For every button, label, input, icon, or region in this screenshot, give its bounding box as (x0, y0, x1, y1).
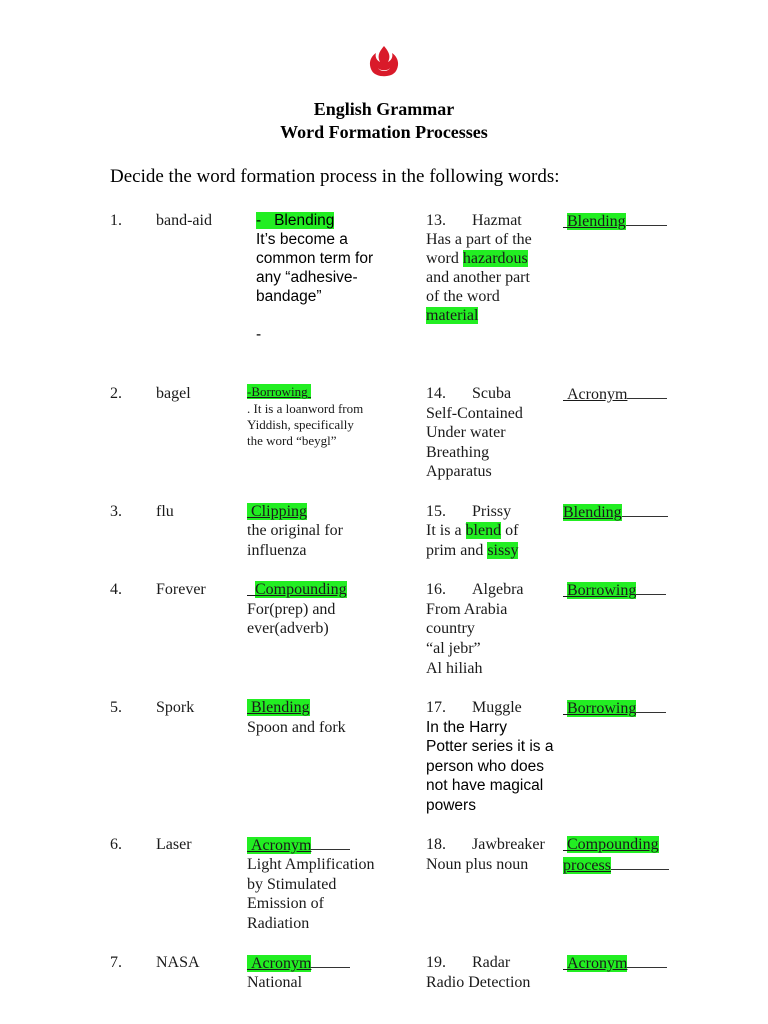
item-word: Hazmat (472, 212, 522, 229)
item-note: Al hiliah (426, 660, 483, 677)
item-answer: Blending (563, 502, 668, 523)
item-word: Algebra (472, 581, 524, 598)
item-number: 16. (426, 581, 446, 598)
item-word: Prissy (472, 503, 512, 520)
item-answer: Compounding (567, 836, 659, 853)
page-title: English Grammar (313, 99, 455, 119)
item-note: bandage” (256, 288, 322, 305)
item-note: country (426, 620, 475, 637)
upc-flame-logo-icon (364, 44, 404, 82)
item-answer: Acronym (247, 953, 350, 974)
item-number: 5. (110, 699, 122, 716)
item-number: 2. (110, 385, 122, 402)
item-note: In the Harry (426, 719, 507, 736)
item-note: Radiation (247, 915, 310, 932)
item-note: - (256, 326, 262, 343)
item-note: Spoon and fork (247, 719, 346, 736)
item-note: . It is a loanword from (247, 401, 364, 416)
item-answer: Acronym (563, 953, 667, 974)
item-note: Has a part of the (426, 231, 532, 248)
item-note: National (247, 974, 303, 991)
instruction-text: Decide the word formation process in the following words: (110, 166, 560, 187)
item-answer: Blending (563, 211, 667, 232)
item-note: word hazardous (426, 250, 528, 267)
item-note: Emission of (247, 895, 324, 912)
item-number: 3. (110, 503, 122, 520)
item-number: 15. (426, 503, 446, 520)
item-word: Forever (156, 581, 206, 598)
item-number: 19. (426, 954, 446, 971)
item-number: 14. (426, 385, 446, 402)
item-word: flu (156, 503, 174, 520)
item-note: influenza (247, 542, 307, 559)
item-note: not have magical (426, 777, 544, 794)
item-note: Self-Contained (426, 405, 523, 422)
item-number: 17. (426, 699, 446, 716)
item-note: From Arabia (426, 601, 508, 618)
item-note: Breathing (426, 444, 490, 461)
item-number: 7. (110, 954, 122, 971)
item-answer: -Borrowing (247, 384, 311, 401)
item-answer: - Blending (256, 212, 335, 229)
item-number: 4. (110, 581, 122, 598)
item-note: material (426, 307, 479, 324)
item-note: prim and sissy (426, 542, 519, 559)
item-word: Spork (156, 699, 195, 716)
item-answer: Compounding (255, 581, 347, 598)
item-number: 6. (110, 836, 122, 853)
item-note: “al jebr” (426, 640, 481, 657)
item-note: of the word (426, 288, 500, 305)
item-note: Noun plus noun (426, 856, 529, 873)
item-answer-continued: process (563, 855, 669, 876)
item-word: Jawbreaker (472, 836, 545, 853)
item-note: It is a blend of (426, 522, 519, 539)
item-note: It’s become a (256, 231, 348, 248)
item-answer: Blending (247, 698, 310, 718)
item-word: Muggle (472, 699, 522, 716)
item-note: any “adhesive- (256, 269, 358, 286)
item-note: ever(adverb) (247, 620, 329, 637)
item-note: Radio Detection (426, 974, 531, 991)
item-answer: Acronym (563, 384, 667, 405)
item-word: band-aid (156, 212, 212, 229)
item-number: 13. (426, 212, 446, 229)
item-note: Yiddish, specifically (247, 417, 354, 432)
item-note: Apparatus (426, 463, 492, 480)
item-note: the original for (247, 522, 343, 539)
item-word: Laser (156, 836, 192, 853)
item-word: Radar (472, 954, 511, 971)
item-note: Under water (426, 424, 506, 441)
item-note: Potter series it is a (426, 738, 554, 755)
page-subtitle: Word Formation Processes (280, 122, 488, 142)
item-note: by Stimulated (247, 876, 337, 893)
item-note: and another part (426, 269, 530, 286)
item-answer: Borrowing (563, 580, 666, 601)
item-note: powers (426, 797, 476, 814)
item-note: the word “beygl” (247, 433, 337, 448)
item-answer: Acronym (247, 835, 350, 856)
item-word: bagel (156, 385, 191, 402)
item-word: Scuba (472, 385, 512, 402)
item-number: 1. (110, 212, 122, 229)
item-note: person who does (426, 758, 545, 775)
item-answer: Borrowing (563, 698, 666, 719)
item-answer: Clipping (247, 502, 307, 522)
item-note: For(prep) and (247, 601, 336, 618)
item-word: NASA (156, 954, 200, 971)
item-note: Light Amplification (247, 856, 375, 873)
item-note: common term for (256, 250, 374, 267)
item-number: 18. (426, 836, 446, 853)
